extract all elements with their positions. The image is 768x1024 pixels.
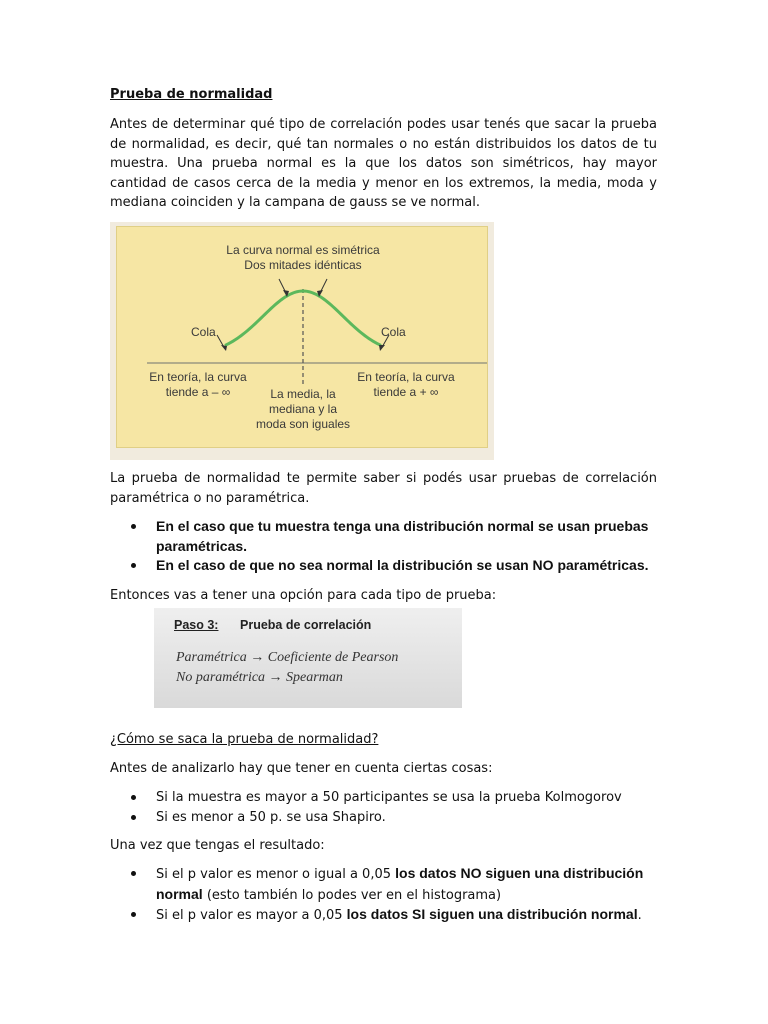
arrow-cola-right-head: [379, 345, 385, 351]
normal-curve-figure: [110, 222, 494, 460]
parametric-row: Paramétrica → Coeficiente de Pearson: [176, 650, 399, 665]
list-item: Si el p valor es menor o igual a 0,05 los datos NO siguen una distribución normal (esto también lo podes ver en el histograma): [110, 864, 657, 905]
curve-symmetry-label: La curva normal es simétrica Dos mitades idénticas: [226, 243, 380, 272]
bold-bullet-list: [110, 517, 657, 576]
list-item: Si es menor a 50 p. se usa Shapiro.: [110, 808, 657, 828]
right-tail-label: En teoría, la curva tiende a + ∞: [357, 370, 455, 399]
intro-paragraph: Antes de determinar qué tipo de correlación podes usar tenés que sacar la prueba de normalidad, es decir, qué tan normales o no están distribuidos los datos de tu muestra. Una prueba normal es la que los datos son simétricos, hay mayor cantidad de casos cerca de la media y menor en los extremos, la media, moda y mediana coinciden y la campana de gauss se ve normal.: [110, 117, 657, 210]
figure-panel: [116, 226, 488, 448]
left-tail-label: En teoría, la curva tiende a – ∞: [149, 370, 247, 399]
subheading-how: ¿Cómo se saca la prueba de normalidad?: [110, 732, 379, 747]
cola-left-label: Cola: [191, 325, 216, 339]
paragraph-considerations: Antes de analizarlo hay que tener en cuenta ciertas cosas:: [110, 761, 493, 776]
paragraph-result: Una vez que tengas el resultado:: [110, 838, 325, 853]
considerations-list: [110, 788, 657, 827]
list-item: En el caso que tu muestra tenga una distribución normal se usan pruebas paramétricas.: [110, 517, 657, 556]
list-item: Si la muestra es mayor a 50 participantes se usa la prueba Kolmogorov: [110, 788, 657, 808]
cola-right-label: Cola: [381, 325, 406, 339]
nonparametric-row: No paramétrica → Spearman: [176, 670, 343, 685]
list-item: En el caso de que no sea normal la distribución se usan NO paramétricas.: [110, 556, 657, 576]
step-label: Paso 3:: [174, 618, 219, 632]
correlation-step-figure: [154, 608, 462, 708]
list-item: Si el p valor es mayor a 0,05 los datos SI siguen una distribución normal.: [110, 905, 657, 926]
center-tendency-label: La media, la mediana y la moda son iguales: [255, 387, 351, 431]
page-title: Prueba de normalidad: [110, 87, 273, 102]
arrow-cola-left-head: [221, 345, 227, 351]
paragraph-options: Entonces vas a tener una opción para cada tipo de prueba:: [110, 588, 497, 603]
paragraph-normality-purpose: La prueba de normalidad te permite saber si podés usar pruebas de correlación paramétrica o no paramétrica.: [110, 471, 657, 506]
step-heading: Prueba de correlación: [240, 618, 372, 632]
result-list: [110, 864, 657, 926]
